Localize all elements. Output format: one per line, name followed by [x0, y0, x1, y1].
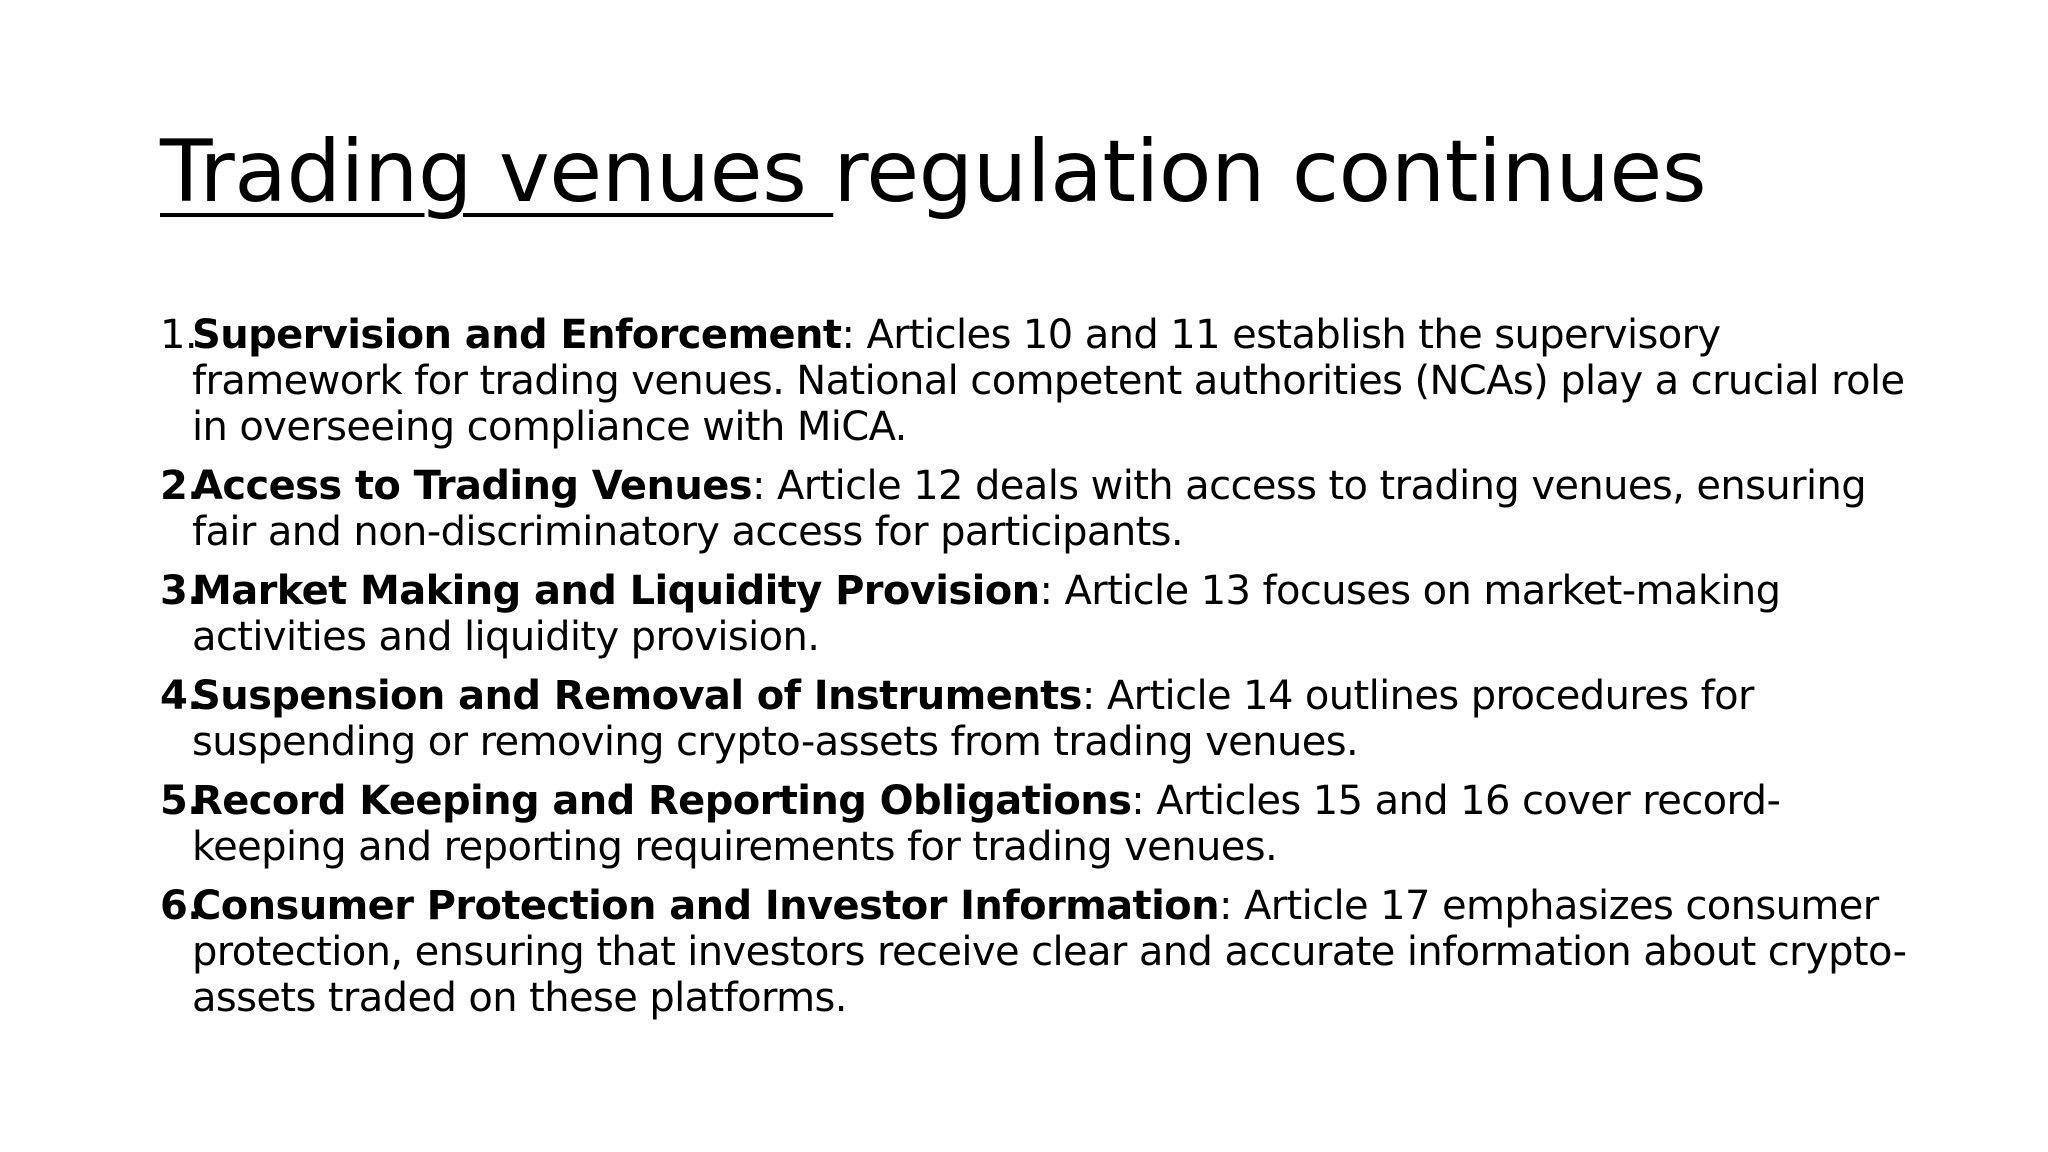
- item-heading: Access to Trading Venues: [192, 463, 752, 509]
- list-item: [160, 568, 1930, 660]
- slide-title: [160, 112, 1920, 232]
- numbered-list: [160, 312, 1930, 1034]
- item-number: 4.: [160, 673, 202, 719]
- list-item: [160, 778, 1930, 870]
- title-underlined-part: Trading venues: [160, 122, 834, 222]
- list-item: [160, 883, 1930, 1021]
- item-number: 5.: [160, 778, 202, 824]
- item-number: 2.: [160, 463, 202, 509]
- item-body: : Article 12 deals with access to trading venues, ensuring fair and non-discriminatory access for participants.: [192, 463, 1867, 555]
- item-heading: Suspension and Removal of Instruments: [192, 673, 1082, 719]
- item-heading: Record Keeping and Reporting Obligations: [192, 778, 1132, 824]
- item-body: : Article 17 emphasizes consumer protection, ensuring that investors receive clear and accurate information about crypto-assets traded on these platforms.: [192, 883, 1907, 1021]
- item-number: 1.: [160, 312, 197, 358]
- list-item: [160, 673, 1930, 765]
- item-body: : Article 13 focuses on market-making activities and liquidity provision.: [192, 568, 1781, 660]
- item-body: : Article 14 outlines procedures for suspending or removing crypto-assets from trading venues.: [192, 673, 1754, 765]
- item-body: : Articles 10 and 11 establish the supervisory framework for trading venues. National competent authorities (NCAs) play a crucial role in overseeing compliance with MiCA.: [192, 312, 1905, 450]
- item-heading: Supervision and Enforcement: [192, 312, 842, 358]
- title-rest-part: regulation continues: [833, 122, 1707, 222]
- list-item: [160, 463, 1930, 555]
- item-number: 3.: [160, 568, 202, 614]
- item-heading: Market Making and Liquidity Provision: [192, 568, 1040, 614]
- item-number: 6.: [160, 883, 202, 929]
- list-item: [160, 312, 1930, 450]
- item-heading: Consumer Protection and Investor Information: [192, 883, 1219, 929]
- item-body: : Articles 15 and 16 cover record-keeping and reporting requirements for trading venues.: [192, 778, 1781, 870]
